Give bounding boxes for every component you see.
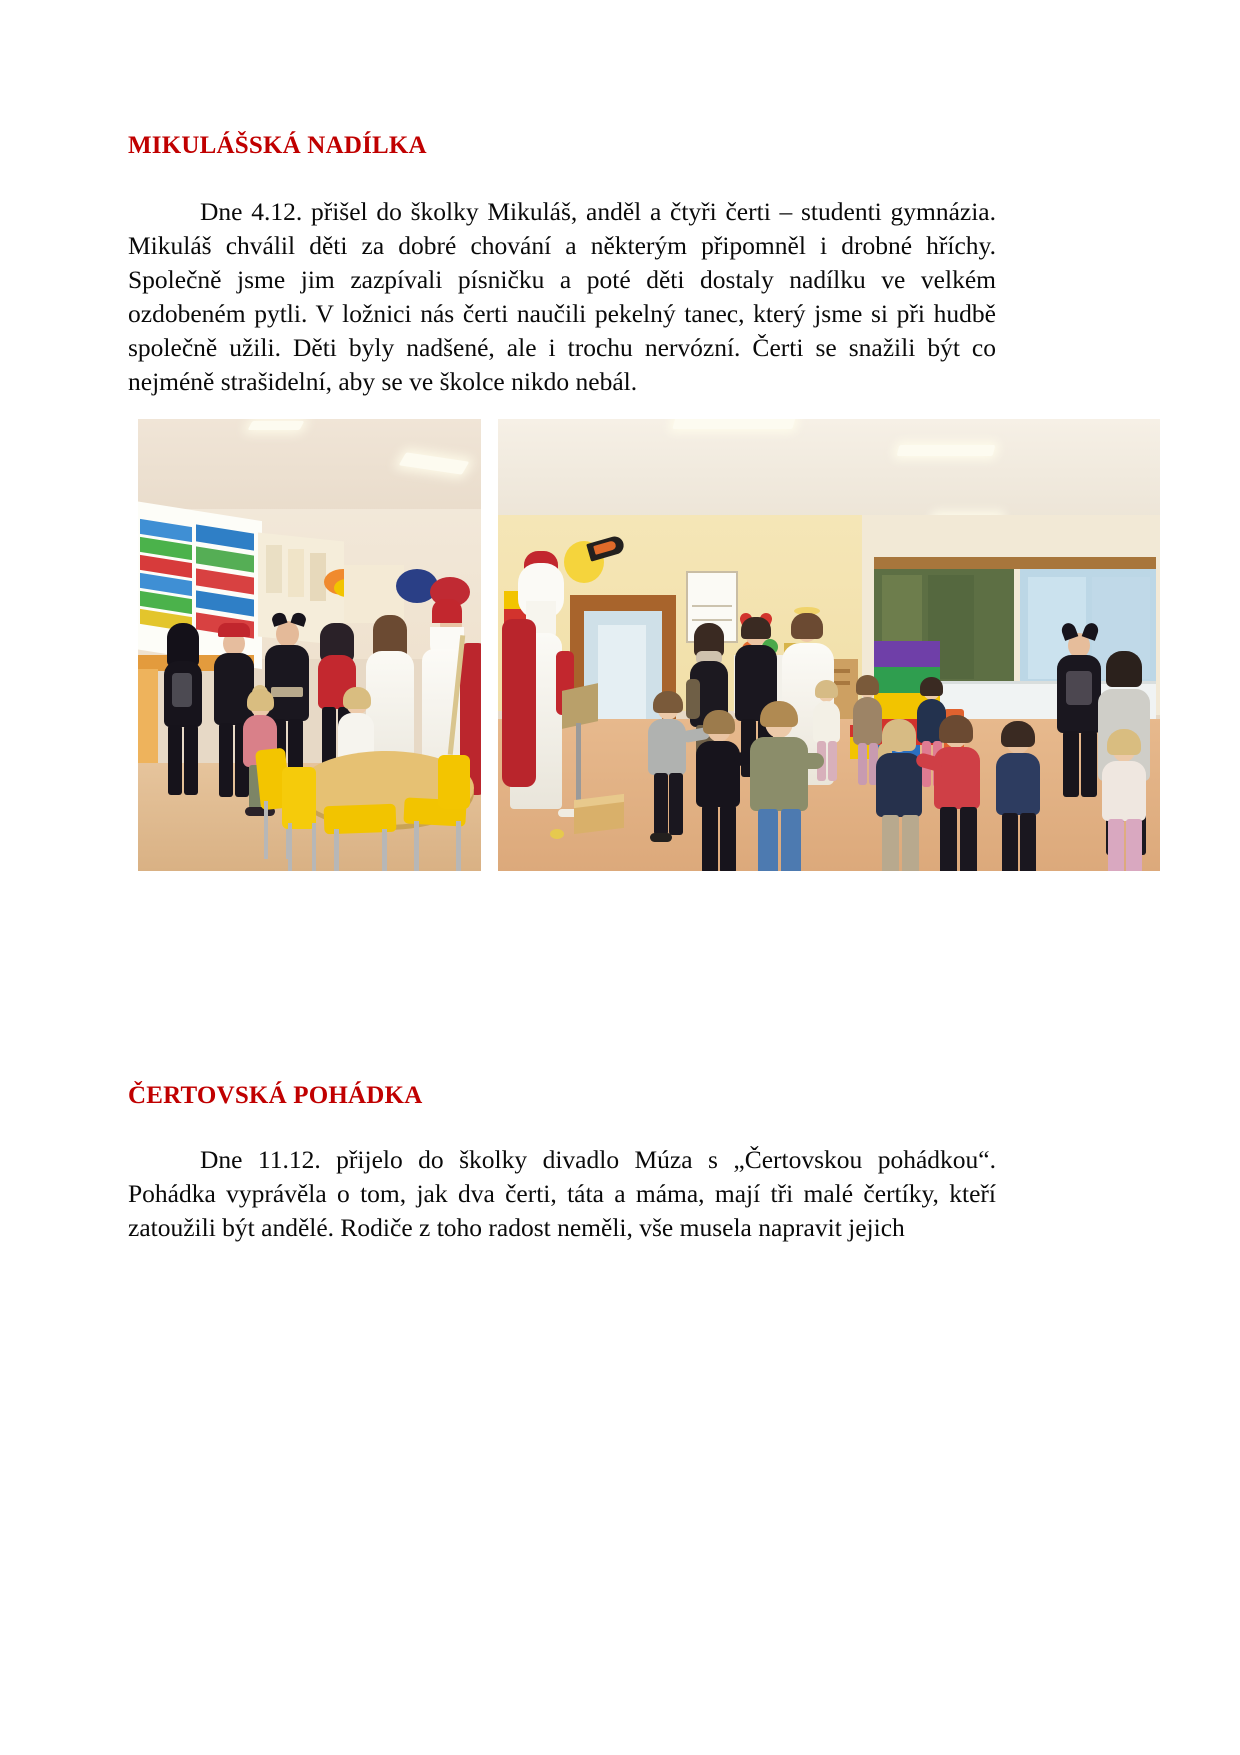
section-heading-mikulasska-nadilka: MIKULÁŠSKÁ NADÍLKA bbox=[128, 132, 427, 159]
photo-pekelny-tanec bbox=[498, 419, 1160, 871]
section-paragraph-mikulasska-nadilka: Dne 4.12. přišel do školky Mikuláš, anděl a čtyři čerti – studenti gymnázia. Mikuláš chválil děti za dobré chování a některým připomněl i drobné hříchy. Společně jsme jim zazpívali písničku a poté děti dostaly nadílku ve velkém ozdobeném pytli. V ložnici nás čerti naučili pekelný tanec, který jsme si při hudbě společně užili. Děti byly nadšené, ale i trochu nervózní. Čerti se snažili být co nejméně strašidelní, aby se ve školce nikdo nebál. bbox=[128, 197, 996, 396]
section-paragraph-certovska-pohadka: Dne 11.12. přijelo do školky divadlo Múza s „Čertovskou pohádkou“. Pohádka vyprávěla o tom, jak dva čerti, táta a máma, mají tři malé čertíky, kteří zatoužili být andělé. Rodiče z toho radost neměli, vše musela napravit jejich bbox=[128, 1145, 996, 1242]
photo-row bbox=[98, 403, 1120, 855]
section-heading-certovska-pohadka: ČERTOVSKÁ POHÁDKA bbox=[128, 1082, 423, 1109]
photo-mikulas-nadilka bbox=[138, 419, 481, 871]
